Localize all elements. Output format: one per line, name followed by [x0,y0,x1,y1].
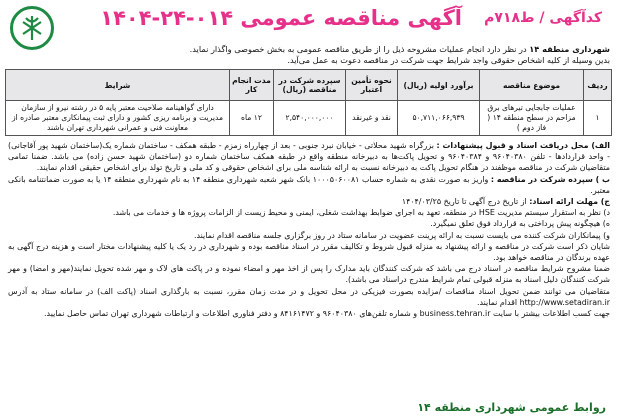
col-header-duration: مدت انجام کار [230,70,274,101]
section-jim-label: ج) مهلت ارائه اسناد: [529,197,610,207]
intro-municipality: شهرداری منطقه ۱۴ [529,44,610,54]
cell-conditions: دارای گواهینامه صلاحیت معتبر پایه ۵ در رشته نیرو از سازمان مدیریت و برنامه ریزی کشور و دارای ثبت پیمانکاری معتبر صادره از معاونت فنی و عمرانی شهرداری تهران باشند [6,101,230,136]
logo-emblem-icon [17,13,47,43]
public-relations-signature: روابط عمومی شهرداری منطقه ۱۴ [417,401,606,414]
cell-duration: ۱۲ ماه [230,101,274,136]
notice-title: آگهی مناقصه عمومی ۰۱۴-۲۴-۱۴۰۴ [100,6,462,30]
col-header-conditions: شرایط [6,70,230,101]
section-alef-text: بزرگراه شهید محلاتی - خیابان نبرد جنوبی - بعد از چهارراه زمزم - طبقه همکف - ساختمان شماره یک(ساختمان شهید پور آقاجانی) - واحد قراردادها - تلفن ۹۶۰۴۰۳۸۰ و ۹۶۰۴۰۳۸۴ و تحویل پاکت‌ها به دبیرخانه منطقه واقع در طبقه همکف ساختمان شماره دو (ساختمان شهید حسن زاده) می باشد. ضمنا تمامی متقاضیان شرکت در مناقصه موظفند در هنگام تحویل پاکت به دبیرخانه نسبت به ارائه شناسه ملی برای اشخاص حقوقی و کد ملی و تاریخ تولد برای اشخاص حقیقی اقدام نمایند. [8,141,611,173]
paragraph-2: ضمنا مشروح شرایط مناقصه در اسناد درج می باشد که شرکت کنندگان باید مدارک را پس از اخذ مهر و امضاء نموده و در پاکت های لاک و مهر شده تحویل نمایند(مهر و امضا) و مهر شرکت کنندگان دلیل اسناد به منزله قبولی تمام شرایط مندرج دراسناد می باشد). [8,264,610,285]
notice-body [6,140,612,319]
col-header-estimate: برآورد اولیه (ریال) [398,70,480,101]
tender-table [5,69,612,136]
section-jim [8,196,610,207]
section-alef-label: الف) محل دریافت اسناد و قبول پیشنهادات : [436,141,610,150]
section-he: ه) هیچگونه پیش پرداختی به قرارداد فوق تعلق نمیگیرد. [430,219,610,229]
paragraph-1: شایان ذکر است شرکت در مناقصه و ارائه پیشنهاد به منزله قبول شروط و تکالیف مقرر در اسناد مناقصه بوده و شهرداری در رد یک یا کلیه پیشنهادات مختار است و هزینه درج آگهی به عهده برندگان در مناقصه خواهد بود. [8,241,610,263]
cell-funding: نقد و غیرنقد [346,101,398,136]
cell-subject: عملیات جابجایی تیرهای برق مزاحم در سطح منطقه ۱۴ ( فاز دوم ) [480,101,584,136]
section-vav: و) پیمانکاران شرکت کننده می بایست نسبت به ارائه پرینت عضویت در سامانه ستاد در روز برگزاری جلسه مناقصه اقدام نمایند. [194,230,610,240]
intro-line-1-rest: در نظر دارد انجام عملیات مشروحه ذیل را از طریق مناقصه عمومی به بخش خصوصی واگذار نماید. [189,44,530,54]
col-header-row-no: ردیف [584,70,612,101]
section-alef [8,140,610,174]
cell-row-no: ۱ [584,101,612,136]
col-header-deposit: سپرده شرکت در مناقصه (ریال) [274,70,346,101]
cell-deposit: ۲,۵۴۰,۰۰۰,۰۰۰ [274,101,346,136]
section-be-text: واریز به صورت نقدی به شماره حساب ۱۰۰۰۵۰۶۰۰۸۱ بانک شهر شعبه شهرداری منطقه ۱۴ به نام شهرداری منطقه ۱۴ یا به صورت ضمانتنامه بانکی معتبر. [8,174,610,195]
intro-line-2: بدین وسیله از کلیه اشخاص حقوقی واجد شرایط جهت شرکت در مناقصه دعوت به عمل می‌آید. [287,55,610,65]
col-header-subject: موضوع مناقصه [480,70,584,101]
paragraph-3: متقاضیان می توانند ضمن تحویل اسناد مناقصات /مزایده بصورت فیزیکی در محل تحویل و در مدت زمان مقرر، نسبت به بارگذاری اسناد (پاکت الف) در سامانه ستاد به آدرس http://www.setadiran.ir اقدام نمایند. [8,286,610,307]
col-header-funding: نحوه تأمین اعتبار [346,70,398,101]
section-jim-text: از تاریخ درج آگهی تا تاریخ ۱۴۰۴/۰۳/۲۵ [401,197,530,207]
section-be [8,174,610,196]
intro-text [6,44,612,66]
tehran-municipality-logo-icon [10,6,54,50]
intro-line-1 [6,44,610,55]
paragraph-4: جهت کسب اطلاعات بیشتر با سایت business.tehran.ir و شماره تلفن‌های ۹۶۰۴۰۳۸۰ و ۸۴۱۶۱۴۷۲ و دفتر فناوری اطلاعات و ارتباطات شهرداری تهران تماس حاصل نمایید. [44,309,610,319]
section-dal: د) نظر به استقرار سیستم مدیریت HSE در منطقه، تعهد به اجرای ضوابط بهداشت شغلی، ایمنی و محیط زیست از الزامات پروژه ها و خدمات می باشد. [112,208,610,218]
table-row [6,101,612,136]
section-be-label: ب ) سپرده شرکت در مناقصه : [490,174,610,184]
notice-code: کدآگهی / ط۷۱۸م [484,10,602,26]
table-header-row [6,70,612,101]
notice-header [6,4,612,44]
cell-estimate: ۵۰,۷۱۱,۰۶۶,۹۳۹ [398,101,480,136]
